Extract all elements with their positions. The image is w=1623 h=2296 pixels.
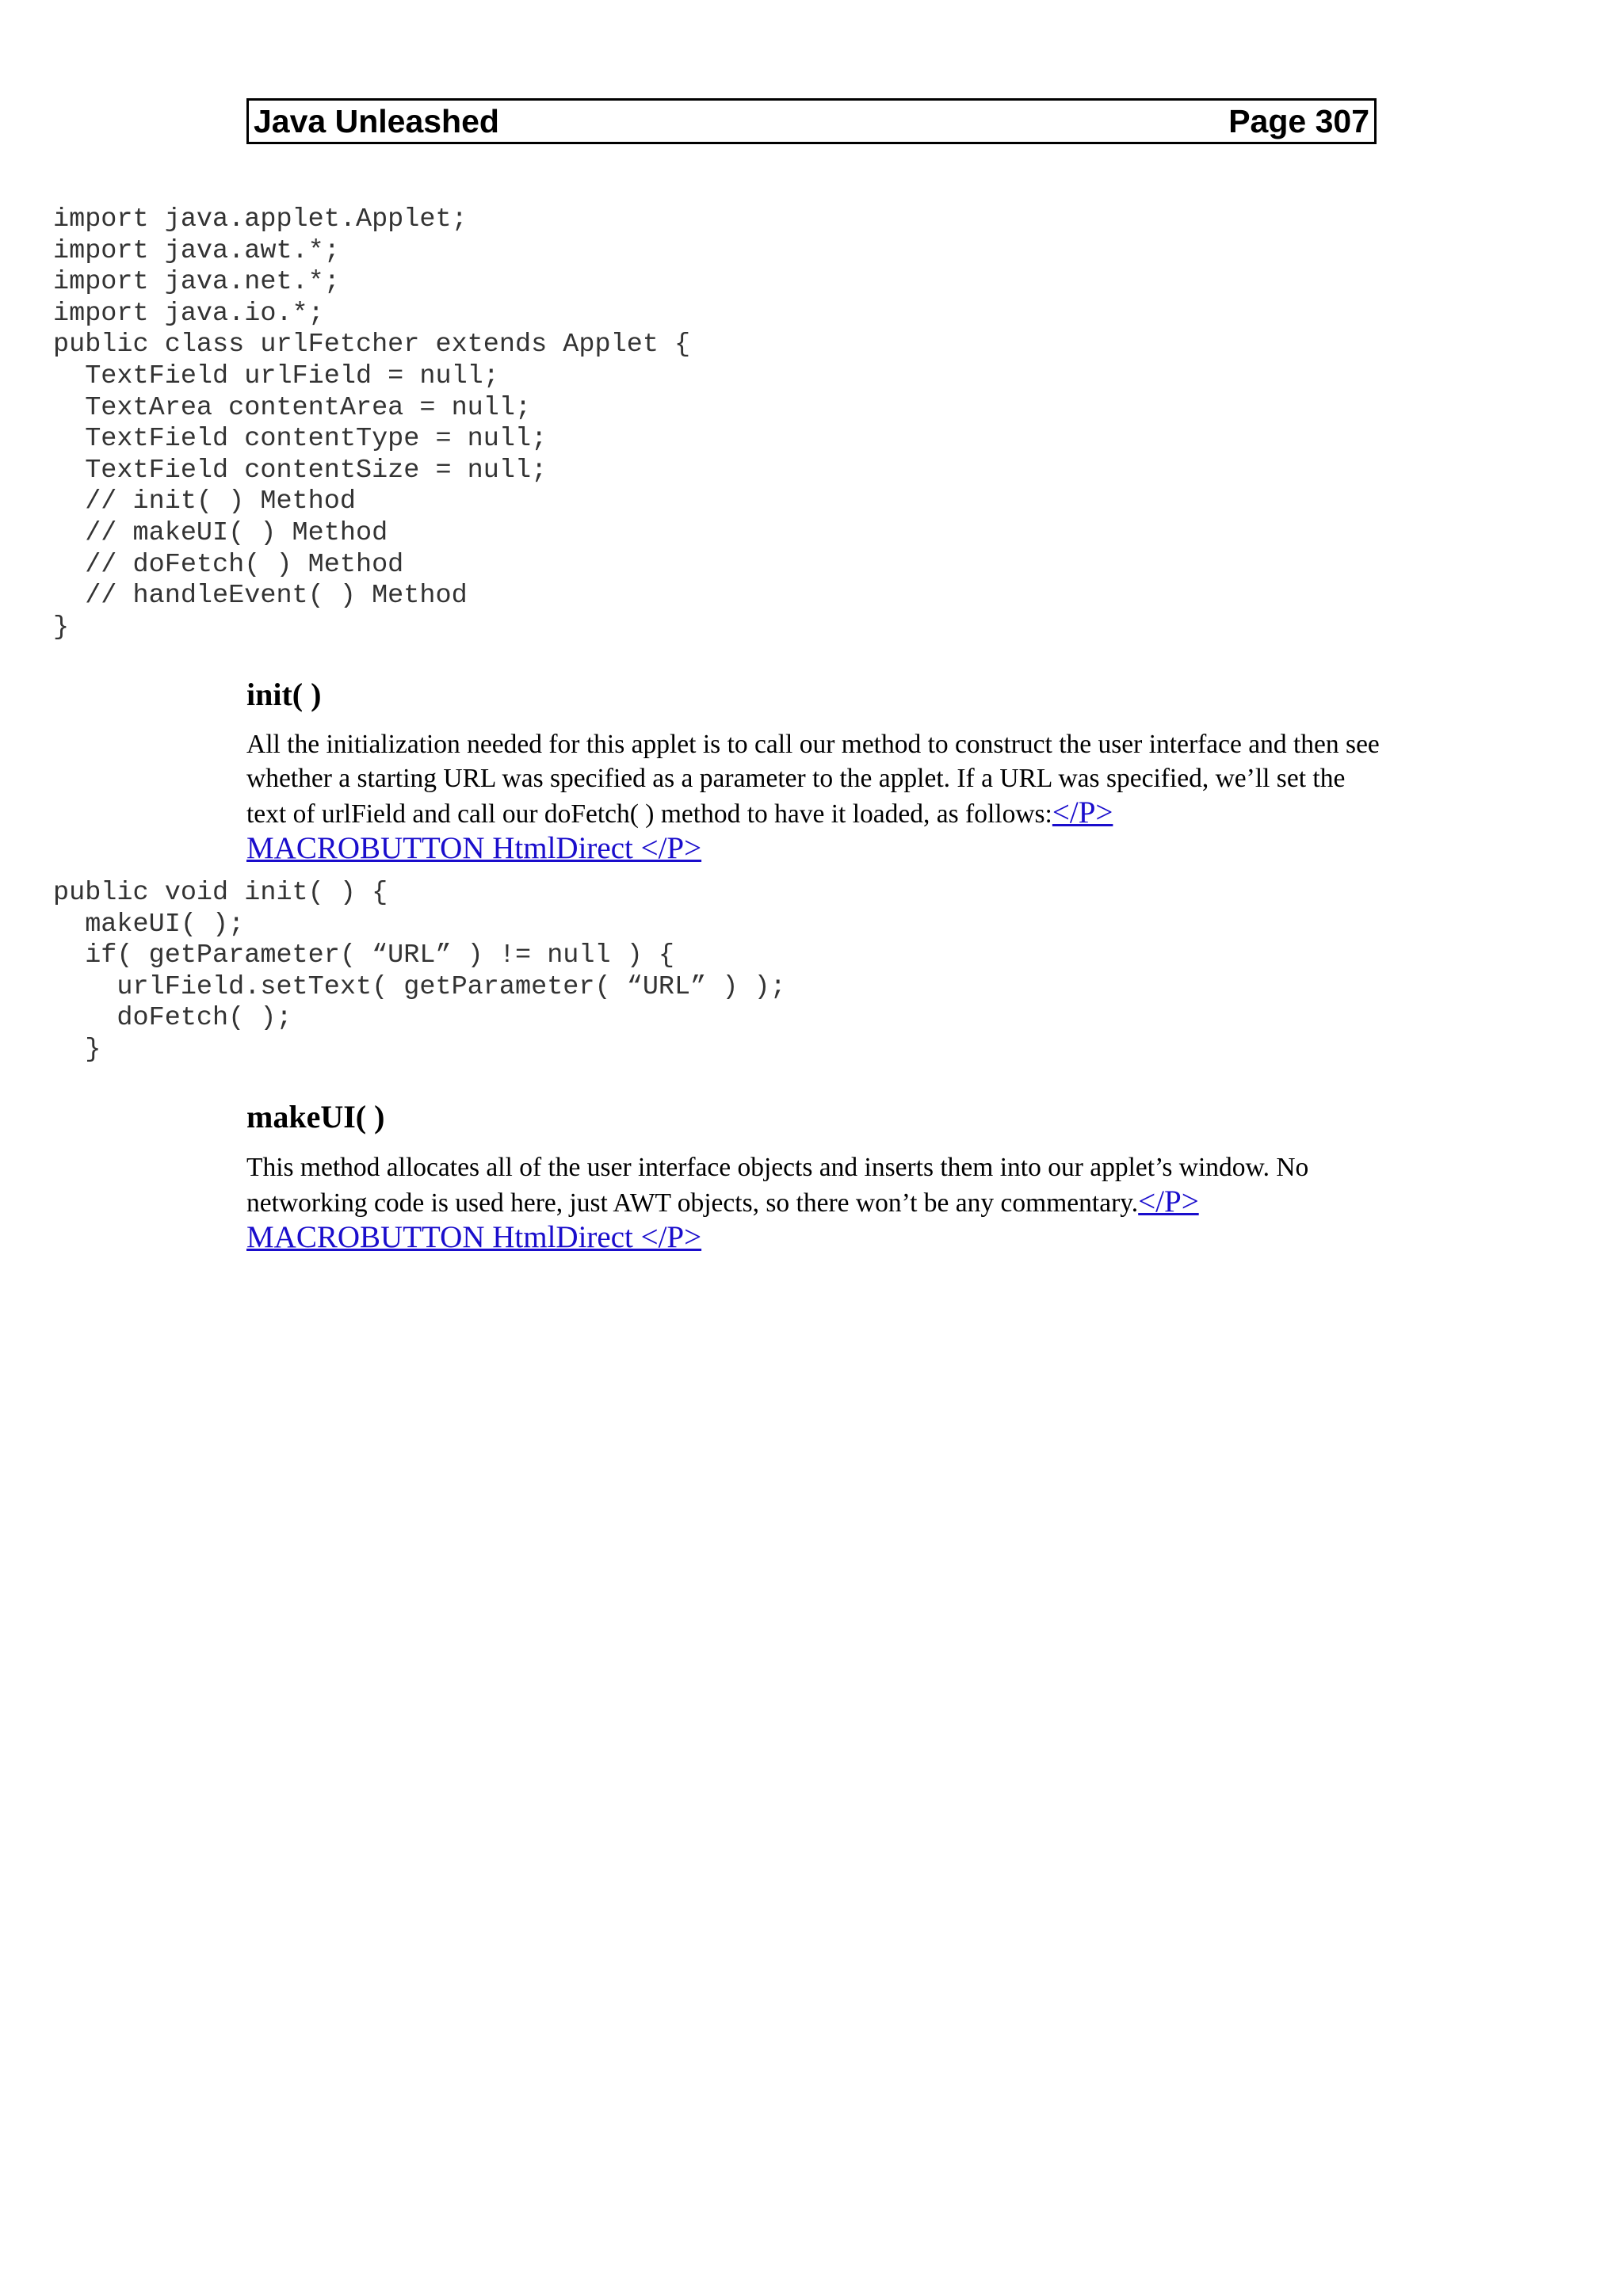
code-block-class [53,204,690,643]
section-heading-init: init( ) [246,677,322,712]
code-block-init [53,878,786,1066]
code-line: } [53,1034,101,1065]
code-line: TextField contentType = null; [53,424,548,455]
code-line: urlField.setText( getParameter( “URL” ) ); [53,971,786,1002]
macrobutton-link[interactable]: MACROBUTTON HtmlDirect </P> [246,831,702,865]
code-line: // makeUI( ) Method [53,517,388,548]
code-line: makeUI( ); [53,909,245,940]
code-line: // init( ) Method [53,486,356,517]
section-paragraph-makeui [246,1150,1384,1256]
section-heading-makeui: makeUI( ) [246,1099,385,1135]
code-line: import java.io.*; [53,298,324,329]
section-paragraph-init [246,727,1384,867]
code-line: public void init( ) { [53,878,388,908]
code-line: public class urlFetcher extends Applet { [53,330,691,360]
macrobutton-link[interactable]: MACROBUTTON HtmlDirect </P> [246,1220,702,1254]
html-direct-link[interactable]: </P> [1052,795,1113,830]
code-line: TextField urlField = null; [53,360,499,391]
page-number: Page 307 [1228,103,1369,139]
code-line: doFetch( ); [53,1003,292,1034]
code-line: import java.awt.*; [53,235,340,266]
code-line: import java.applet.Applet; [53,204,468,235]
book-title: Java Unleashed [254,103,499,139]
code-line: } [53,612,70,643]
paragraph-text: All the initialization needed for this applet is to call our method to construct the user interface and then see whether a starting URL was specified as a parameter to the applet. If a URL was specified, we’ll set the text of urlField and call our doFetch( ) method to have it loaded, as follows: [246,730,1380,829]
code-line: if( getParameter( “URL” ) != null ) { [53,940,675,971]
code-line: import java.net.*; [53,267,340,298]
code-line: TextArea contentArea = null; [53,392,532,423]
code-line: // handleEvent( ) Method [53,581,468,612]
page-header [246,98,1377,144]
html-direct-link[interactable]: </P> [1138,1184,1199,1219]
paragraph-text: This method allocates all of the user interface objects and inserts them into our applet’s window. No networking code is used here, just AWT objects, so there won’t be any commentary. [246,1153,1309,1218]
code-line: TextField contentSize = null; [53,455,548,486]
code-line: // doFetch( ) Method [53,549,404,580]
